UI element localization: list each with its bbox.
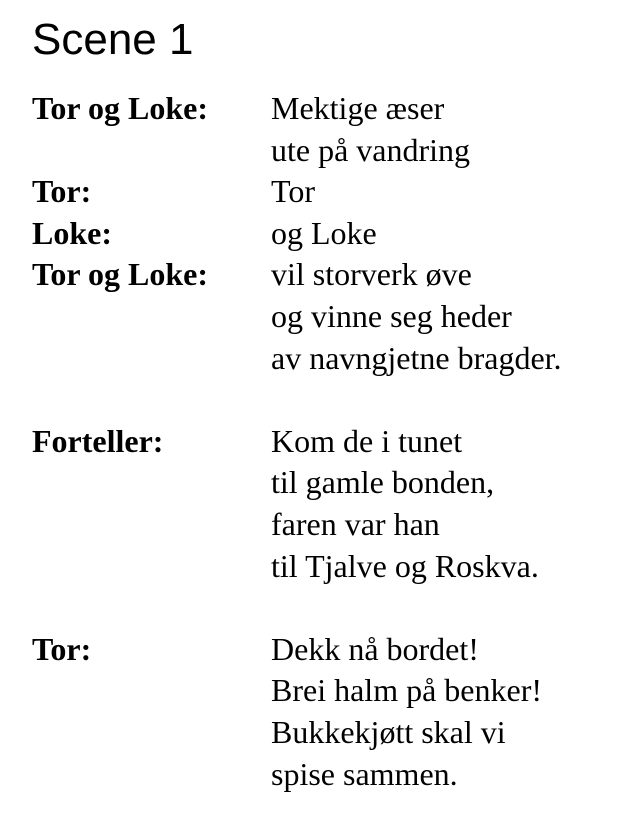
dialogue-entry <box>32 254 622 379</box>
dialogue-line: Dekk nå bordet! <box>271 630 479 667</box>
script-body <box>32 88 622 795</box>
dialogue-line: spise sammen. <box>271 755 458 792</box>
dialogue-block <box>32 629 622 795</box>
dialogue-lines <box>271 213 622 255</box>
dialogue-line: vil storverk øve <box>271 256 472 293</box>
speaker-name: Tor: <box>32 630 92 667</box>
speaker-name: Forteller: <box>32 422 164 459</box>
dialogue-line: Mektige æser <box>271 90 445 126</box>
dialogue-line: Bukkekjøtt skal vi <box>271 713 506 750</box>
dialogue-lines <box>271 88 622 171</box>
dialogue-entry <box>32 88 622 171</box>
dialogue-lines <box>271 254 622 379</box>
dialogue-line: faren var han <box>271 505 440 542</box>
dialogue-entry <box>32 171 622 213</box>
dialogue-block <box>32 88 622 379</box>
scene-title: Scene 1 <box>32 15 194 64</box>
dialogue-entry <box>32 421 622 587</box>
dialogue-line: og Loke <box>271 214 377 251</box>
dialogue-line: av navngjetne bragder. <box>271 339 562 376</box>
dialogue-lines <box>271 171 622 213</box>
dialogue-line: Kom de i tunet <box>271 422 463 459</box>
speaker-name: Tor og Loke: <box>32 90 209 126</box>
dialogue-lines <box>271 421 622 587</box>
dialogue-block <box>32 421 622 587</box>
dialogue-line: ute på vandring <box>271 131 471 168</box>
speaker-name: Tor: <box>32 173 92 210</box>
dialogue-lines <box>271 629 622 795</box>
dialogue-line: og vinne seg heder <box>271 297 512 334</box>
speaker-name: Tor og Loke: <box>32 256 209 293</box>
dialogue-line: til gamle bonden, <box>271 464 495 501</box>
dialogue-line: Tor <box>271 173 315 210</box>
dialogue-line: Brei halm på benker! <box>271 672 542 709</box>
dialogue-line: til Tjalve og Roskva. <box>271 547 539 584</box>
dialogue-entry <box>32 629 622 795</box>
dialogue-entry <box>32 213 622 255</box>
speaker-name: Loke: <box>32 214 112 251</box>
